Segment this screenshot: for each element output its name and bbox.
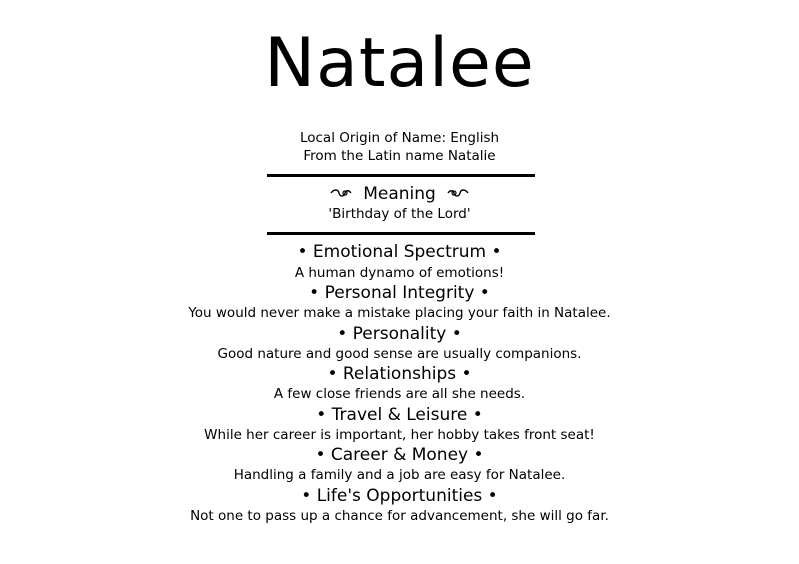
- trait-heading-personal-integrity: • Personal Integrity •: [309, 283, 490, 303]
- meaning-heading: [0, 184, 799, 204]
- name-title: Natalee: [264, 24, 535, 103]
- trait-text-lifes-opportunities: Not one to pass up a chance for advancement, she will go far.: [190, 508, 609, 524]
- trait-heading-personality: • Personality •: [337, 324, 462, 344]
- trait-text-travel-leisure: While her career is important, her hobby takes front seat!: [204, 427, 595, 443]
- trait-text-personal-integrity: You would never make a mistake placing your faith in Natalee.: [188, 305, 611, 321]
- trait-text-career-money: Handling a family and a job are easy for Natalee.: [233, 467, 566, 483]
- divider-bottom: [267, 232, 535, 235]
- trait-heading-relationships: • Relationships •: [327, 364, 472, 384]
- trait-heading-travel-leisure: • Travel & Leisure •: [316, 405, 483, 425]
- swirl-left-icon: [330, 184, 352, 204]
- trait-heading-lifes-opportunities: • Life's Opportunities •: [301, 486, 498, 506]
- meaning-text: 'Birthday of the Lord': [328, 206, 471, 222]
- trait-heading-career-money: • Career & Money •: [315, 445, 484, 465]
- swirl-right-icon: [447, 184, 469, 204]
- trait-text-relationships: A few close friends are all she needs.: [273, 386, 526, 402]
- origin-from: From the Latin name Natalie: [303, 148, 496, 164]
- trait-text-emotional-spectrum: A human dynamo of emotions!: [294, 265, 505, 281]
- divider-top: [267, 174, 535, 177]
- trait-text-personality: Good nature and good sense are usually companions.: [217, 346, 582, 362]
- trait-heading-emotional-spectrum: • Emotional Spectrum •: [297, 242, 502, 262]
- origin-local: Local Origin of Name: English: [299, 130, 500, 146]
- meaning-label: Meaning: [363, 184, 436, 204]
